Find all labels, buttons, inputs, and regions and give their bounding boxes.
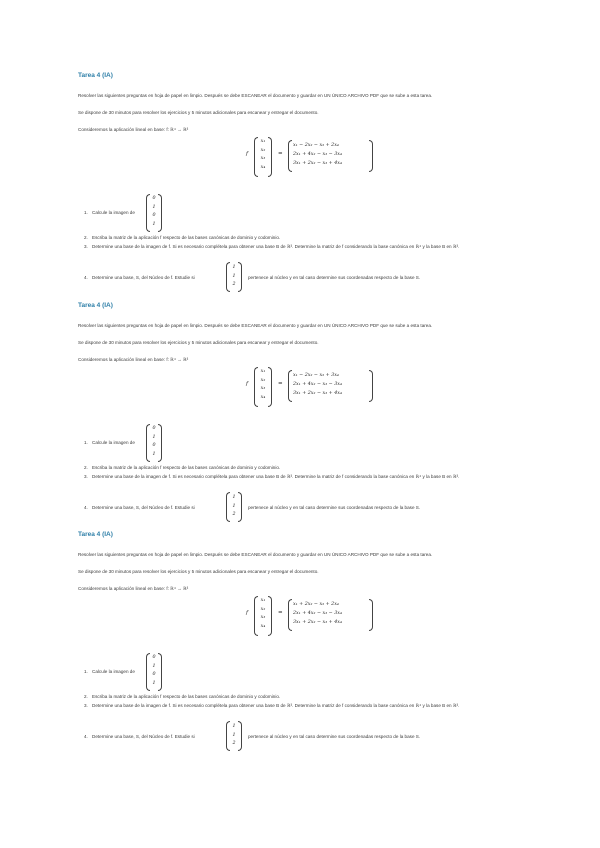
task-title: Tarea 4 (IA) (78, 531, 113, 538)
question-3: 3. Determine una base de la imagen de f. Si es necesario complétela para obtener una base B de ℝ³. Determine la matriz de f considerando la base canónica en ℝ⁴ y la base B en ℝ³. (84, 474, 460, 479)
question-4-continued: pertenece al núcleo y en tal caso determine sus coordenadas respecto de la base S. (248, 734, 421, 739)
function-definition: Consideremos la aplicación lineal en base: f: ℝ⁴ → ℝ³ (78, 127, 189, 132)
instructions-line-2: Se dispone de 30 minutos para resolver los ejercicios y 5 minutos adicionales para escanear y entregar el documento. (78, 569, 319, 574)
function-formula (246, 135, 426, 179)
input-vector: x₁ x₂ x₃ x₄ (260, 369, 266, 400)
right-paren (369, 140, 373, 172)
question-3: 3. Determine una base de la imagen de f. Si es necesario complétela para obtener una base B de ℝ³. Determine la matriz de f considerando la base canónica en ℝ⁴ y la base B en ℝ³. (84, 703, 460, 708)
question-1: 1. Calcule la imagen de (84, 210, 135, 215)
question-2: 2. Escriba la matriz de la aplicación f respecto de las bases canónicas de dominio y codominio. (84, 694, 281, 699)
function-symbol: f (246, 151, 249, 157)
right-paren (268, 596, 272, 636)
question-2: 2. Escriba la matriz de la aplicación f respecto de las bases canónicas de dominio y codominio. (84, 235, 281, 240)
function-formula (246, 594, 426, 638)
question-4-continued: pertenece al núcleo y en tal caso determine sus coordenadas respecto de la base S. (248, 505, 421, 510)
right-paren (268, 137, 272, 177)
input-vector: x₁ x₂ x₃ x₄ (260, 598, 266, 629)
function-symbol: f (246, 381, 249, 387)
task-block (78, 302, 528, 527)
question-1: 1. Calcule la imagen de (84, 440, 135, 445)
instructions-line-2: Se dispone de 30 minutos para resolver los ejercicios y 5 minutos adicionales para escanear y entregar el documento. (78, 340, 319, 345)
right-paren (369, 599, 373, 631)
output-vector: x₁ − 2x₂ − x₃ + 3x₄ 2x₁ + 4x₂ − x₃ − 3x₄ 3x₁ + 2x₂ − x₃ + 4x₄ (293, 373, 342, 396)
function-formula (246, 365, 426, 409)
question-1-vector: 0 1 0 1 (146, 193, 164, 233)
question-4-vector: 1 1 2 (226, 491, 244, 523)
question-1-vector: 0 1 0 1 (146, 423, 164, 463)
question-1: 1. Calcule la imagen de (84, 669, 135, 674)
function-definition: Consideremos la aplicación lineal en base: f: ℝ⁴ → ℝ³ (78, 357, 189, 362)
question-3: 3. Determine una base de la imagen de f. Si es necesario complétela para obtener una base B de ℝ³. Determine la matriz de f considerando la base canónica en ℝ⁴ y la base B en ℝ³. (84, 244, 460, 249)
task-title: Tarea 4 (IA) (78, 302, 113, 309)
task-title: Tarea 4 (IA) (78, 72, 113, 79)
task-block (78, 531, 528, 756)
question-4: 4. Determine una base, S, del Núcleo de f. Estudie si (84, 734, 195, 739)
question-4-vector: 1 1 2 (226, 720, 244, 752)
instructions-line-1: Resolver las siguientes preguntas en hoja de papel en limpio. Después se debe ESCANEAR el documento y guardar en UN ÚNICO ARCHIVO PDF que se sube a esta tarea. (78, 93, 433, 98)
question-1-vector: 0 1 0 1 (146, 652, 164, 692)
task-block (78, 72, 528, 297)
question-4-continued: pertenece al núcleo y en tal caso determine sus coordenadas respecto de la base S. (248, 275, 421, 280)
function-symbol: f (246, 610, 249, 616)
instructions-line-1: Resolver las siguientes preguntas en hoja de papel en limpio. Después se debe ESCANEAR el documento y guardar en UN ÚNICO ARCHIVO PDF que se sube a esta tarea. (78, 552, 433, 557)
left-paren (288, 140, 292, 172)
question-4: 4. Determine una base, S, del Núcleo de f. Estudie si (84, 505, 195, 510)
instructions-line-2: Se dispone de 30 minutos para resolver los ejercicios y 5 minutos adicionales para escanear y entregar el documento. (78, 110, 319, 115)
right-paren (369, 370, 373, 402)
input-vector: x₁ x₂ x₃ x₄ (260, 139, 266, 170)
output-vector: x₁ − 2x₂ − x₃ + 2x₄ 2x₁ + 4x₂ − x₃ − 3x₄ 3x₁ + 2x₂ − x₃ + 4x₄ (293, 143, 342, 166)
right-paren (268, 367, 272, 407)
left-paren (288, 599, 292, 631)
left-paren (288, 370, 292, 402)
equals-sign: = (278, 151, 283, 157)
question-2: 2. Escriba la matriz de la aplicación f respecto de las bases canónicas de dominio y codominio. (84, 465, 281, 470)
instructions-line-1: Resolver las siguientes preguntas en hoja de papel en limpio. Después se debe ESCANEAR el documento y guardar en UN ÚNICO ARCHIVO PDF que se sube a esta tarea. (78, 323, 433, 328)
function-definition: Consideremos la aplicación lineal en base: f: ℝ⁴ → ℝ³ (78, 586, 189, 591)
equals-sign: = (278, 610, 283, 616)
question-4: 4. Determine una base, S, del Núcleo de f. Estudie si (84, 275, 195, 280)
question-4-vector: 1 1 2 (226, 261, 244, 293)
output-vector: x₁ + 2x₂ − x₃ + 2x₄ 2x₁ + 4x₂ − x₃ − 3x₄ 3x₁ + 2x₂ − x₃ + 4x₄ (293, 602, 342, 625)
equals-sign: = (278, 381, 283, 387)
